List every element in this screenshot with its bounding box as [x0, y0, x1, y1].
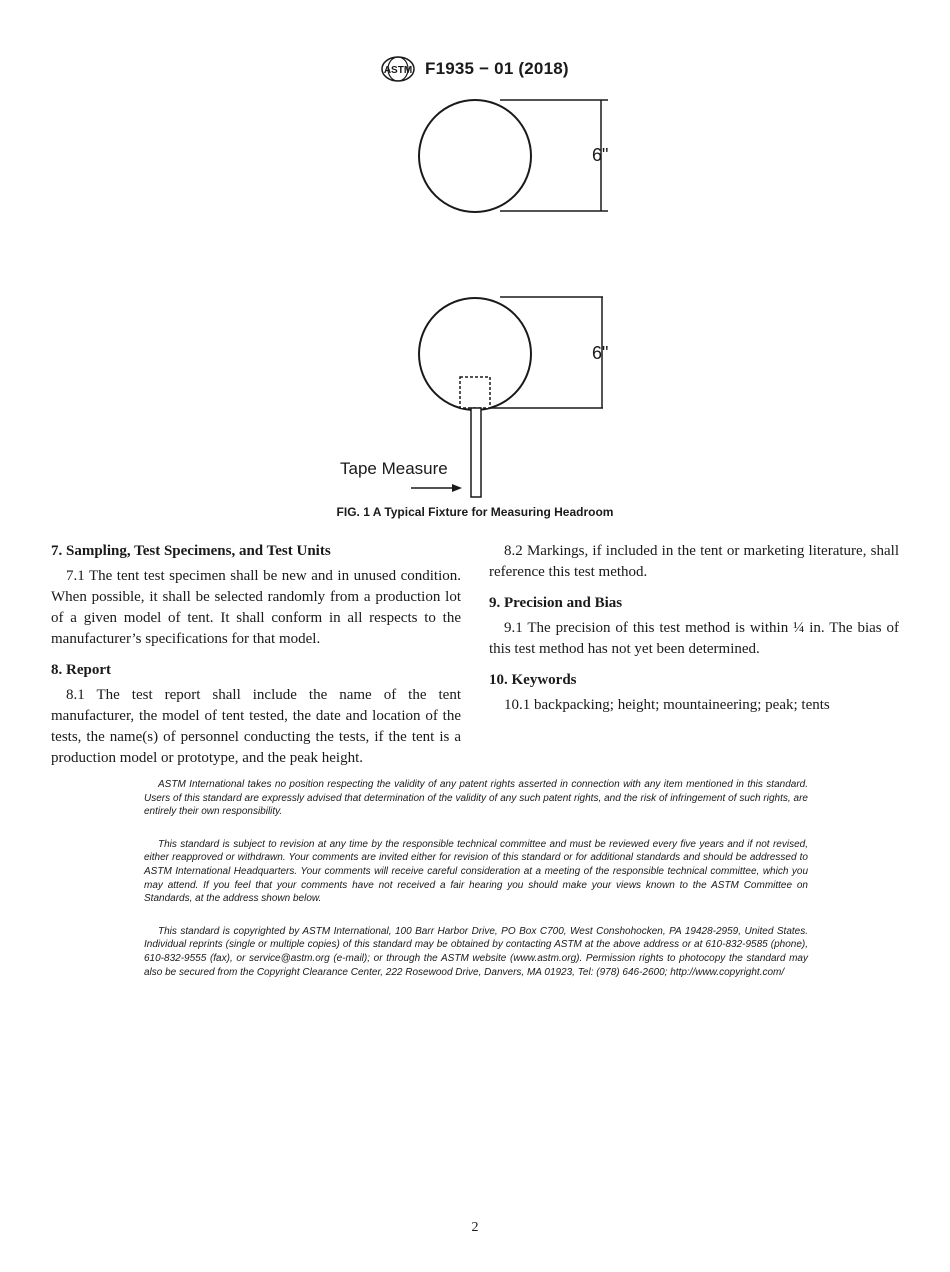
left-column: [51, 541, 461, 769]
astm-logo-icon: [380, 55, 416, 83]
tape-arrow-head: [452, 484, 462, 492]
top-dimension-label: 6": [592, 145, 609, 165]
standard-designation: F1935 − 01 (2018): [425, 59, 569, 78]
tape-measure-rod: [471, 408, 481, 497]
tape-measure-label: Tape Measure: [340, 459, 448, 478]
bottom-dimension-label: 6": [592, 343, 609, 363]
figure-caption: FIG. 1 A Typical Fixture for Measuring Headroom: [336, 505, 614, 519]
section-10-heading: 10. Keywords: [489, 672, 577, 688]
paragraph-8-1: 8.1 The test report shall include the name of the tent manufacturer, the model of tent tested, the date and location of the tests, the name(s) of personnel conducting the tests, if the tent is a production model or prototype, and the peak height.: [51, 687, 461, 766]
page-header: [0, 55, 950, 85]
mount-block: [460, 377, 490, 408]
patent-notice: ASTM International takes no position respecting the validity of any patent rights asserted in connection with any item mentioned in this standard. Users of this standard are expressly advised that determination of the validity of any such patent rights, and the risk of infringement of such rights, are entirely their own responsibility.: [144, 779, 808, 818]
paragraph-10-1: 10.1 backpacking; height; mountaineering; peak; tents: [504, 697, 830, 713]
legal-notices: [144, 778, 808, 998]
svg-text:ASTM: ASTM: [383, 65, 413, 76]
right-column: [489, 541, 899, 716]
paragraph-8-2: 8.2 Markings, if included in the tent or marketing literature, shall reference this test method.: [489, 543, 899, 580]
copyright-notice: This standard is copyrighted by ASTM International, 100 Barr Harbor Drive, PO Box C700, West Conshohocken, PA 19428-2959, United States. Individual reprints (single or multiple copies) of this standard may be obtained by contacting ASTM at the above address or at 610-832-9585 (phone), 610-832-9555 (fax), or service@astm.org (e-mail); or through the ASTM website (www.astm.org). Permission rights to photocopy the standard may also be secured from the Copyright Clearance Center, 222 Rosewood Drive, Danvers, MA 01923, Tel: (978) 646-2600; http://www.copyright.com/: [144, 925, 808, 978]
page-number: 2: [471, 1220, 479, 1235]
paragraph-7-1: 7.1 The tent test specimen shall be new and in unused condition. When possible, it shall be selected randomly from a production lot of a given model of tent. It shall conform in all respects to the manufacturer’s specifications for that model.: [51, 568, 461, 647]
top-sphere: [419, 100, 531, 212]
figure-headroom-fixture: [0, 90, 950, 510]
section-9-heading: 9. Precision and Bias: [489, 595, 623, 611]
section-8-heading: 8. Report: [51, 662, 111, 678]
paragraph-9-1: 9.1 The precision of this test method is within ¼ in. The bias of this test method has not yet been determined.: [489, 620, 899, 657]
section-7-heading: 7. Sampling, Test Specimens, and Test Units: [51, 543, 331, 559]
fixture-diagram: [0, 90, 950, 510]
revision-notice: This standard is subject to revision at any time by the responsible technical committee and must be reviewed every five years and if not revised, either reapproved or withdrawn. Your comments are invited either for revision of this standard or for additional standards and should be addressed to ASTM International Headquarters. Your comments will receive careful consideration at a meeting of the responsible technical committee, which you may attend. If you feel that your comments have not received a fair hearing you should make your views known to the ASTM Committee on Standards, at the address shown below.: [144, 838, 808, 905]
